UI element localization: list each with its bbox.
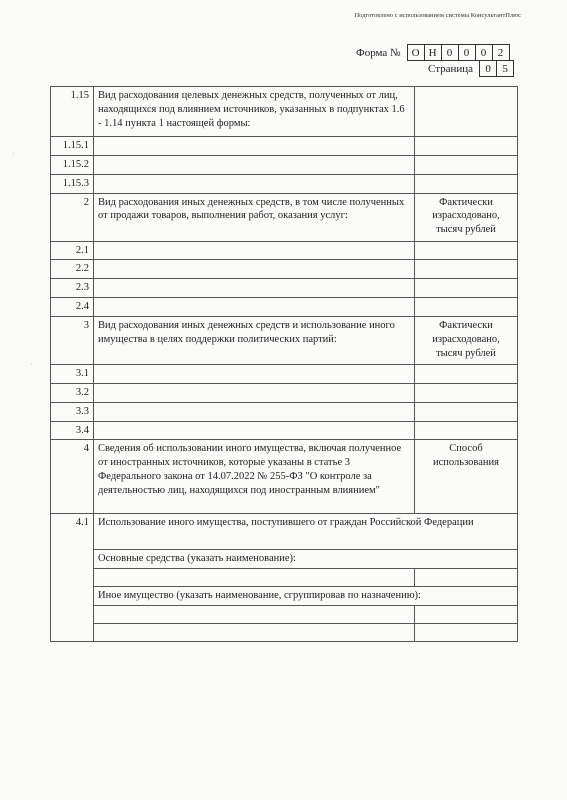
form-number — [356, 44, 510, 61]
entry-cell[interactable] — [94, 279, 415, 298]
table-row — [51, 137, 518, 156]
form-number-char: 0 — [459, 44, 476, 61]
row-number: 2.3 — [51, 279, 94, 298]
value-cell[interactable] — [415, 87, 518, 137]
row-description: Вид расходования иных денежных средств и использование иного имущества в целях поддержки политических партий: — [94, 317, 415, 365]
form-number-char: Н — [425, 44, 442, 61]
value-cell[interactable] — [415, 137, 518, 156]
row-description: Вид расходования иных денежных средств, в том числе полученных от продажи товаров, выполнения работ, оказания услуг: — [94, 193, 415, 241]
page-number-boxes — [479, 60, 514, 77]
value-cell[interactable] — [415, 279, 518, 298]
scan-mark: · — [12, 150, 15, 159]
entry-cell[interactable] — [94, 421, 415, 440]
table-row — [51, 317, 518, 365]
value-cell[interactable] — [415, 174, 518, 193]
table-row — [51, 260, 518, 279]
entry-cell[interactable] — [94, 298, 415, 317]
row-number: 2.1 — [51, 241, 94, 260]
header-note: Подготовлено с использованием системы КонсультантПлюс — [354, 12, 521, 19]
entry-cell[interactable] — [94, 402, 415, 421]
table-row — [51, 440, 518, 514]
entry-cell[interactable] — [94, 174, 415, 193]
entry-cell[interactable] — [94, 606, 415, 624]
table-row — [51, 514, 518, 550]
table-row — [51, 298, 518, 317]
page-number — [428, 60, 514, 77]
row-number: 3.2 — [51, 383, 94, 402]
entry-cell[interactable] — [94, 569, 415, 587]
row-number: 4.1 — [51, 514, 94, 642]
value-cell[interactable] — [415, 421, 518, 440]
section-title: Использование иного имущества, поступившего от граждан Российской Федерации — [94, 514, 518, 550]
value-cell[interactable] — [415, 624, 518, 642]
value-cell[interactable] — [415, 383, 518, 402]
table-row — [51, 174, 518, 193]
row-description: Вид расходования целевых денежных средств, полученных от лиц, находящихся под влиянием источников, указанных в подпунктах 1.6 - 1.14 пункта 1 настоящей формы: — [94, 87, 415, 137]
table-row — [51, 155, 518, 174]
row-description: Сведения об использовании иного имущества, включая полученное от иностранных источников, которые указаны в статье 3 Федерального закона от 14.07.2022 № 255-ФЗ "О контроле за деятельностью лиц, находящихся под иностранным влиянием" — [94, 440, 415, 514]
row-number: 1.15.3 — [51, 174, 94, 193]
row-number: 2.2 — [51, 260, 94, 279]
table-row — [51, 87, 518, 137]
table-row — [51, 606, 518, 624]
value-cell[interactable] — [415, 298, 518, 317]
row-number: 2 — [51, 193, 94, 241]
scan-mark: · — [30, 360, 33, 369]
row-number: 1.15.1 — [51, 137, 94, 156]
row-number: 3.1 — [51, 365, 94, 384]
table-row — [51, 587, 518, 606]
value-cell[interactable] — [415, 402, 518, 421]
value-cell[interactable] — [415, 241, 518, 260]
fixed-assets-label: Основные средства (указать наименование): — [94, 550, 518, 569]
value-header: Фактически израсходовано, тысяч рублей — [415, 317, 518, 365]
entry-cell[interactable] — [94, 383, 415, 402]
table-row — [51, 550, 518, 569]
entry-cell[interactable] — [94, 624, 415, 642]
report-table — [50, 86, 518, 642]
form-number-boxes — [407, 44, 510, 61]
table-row — [51, 365, 518, 384]
form-number-char: 0 — [442, 44, 459, 61]
form-number-char: 0 — [476, 44, 493, 61]
row-number: 1.15.2 — [51, 155, 94, 174]
row-number: 3.4 — [51, 421, 94, 440]
table-row — [51, 193, 518, 241]
table-row — [51, 279, 518, 298]
value-cell[interactable] — [415, 569, 518, 587]
table-row — [51, 569, 518, 587]
form-number-char: О — [408, 44, 425, 61]
value-cell[interactable] — [415, 606, 518, 624]
value-header: Фактически израсходовано, тысяч рублей — [415, 193, 518, 241]
page-number-char: 0 — [480, 60, 497, 77]
row-number: 2.4 — [51, 298, 94, 317]
form-number-label: Форма № — [356, 46, 401, 59]
table-row — [51, 624, 518, 642]
value-cell[interactable] — [415, 260, 518, 279]
entry-cell[interactable] — [94, 260, 415, 279]
value-header: Способ использования — [415, 440, 518, 514]
table-row — [51, 383, 518, 402]
page-number-label: Страница — [428, 62, 474, 75]
table-row — [51, 421, 518, 440]
row-number: 3.3 — [51, 402, 94, 421]
table-row — [51, 402, 518, 421]
value-cell[interactable] — [415, 365, 518, 384]
row-number: 1.15 — [51, 87, 94, 137]
entry-cell[interactable] — [94, 155, 415, 174]
table-row — [51, 241, 518, 260]
entry-cell[interactable] — [94, 137, 415, 156]
row-number: 3 — [51, 317, 94, 365]
value-cell[interactable] — [415, 155, 518, 174]
entry-cell[interactable] — [94, 241, 415, 260]
form-number-char: 2 — [493, 44, 510, 61]
other-property-label: Иное имущество (указать наименование, сгруппировав по назначению): — [94, 587, 518, 606]
row-number: 4 — [51, 440, 94, 514]
page-number-char: 5 — [497, 60, 514, 77]
entry-cell[interactable] — [94, 365, 415, 384]
